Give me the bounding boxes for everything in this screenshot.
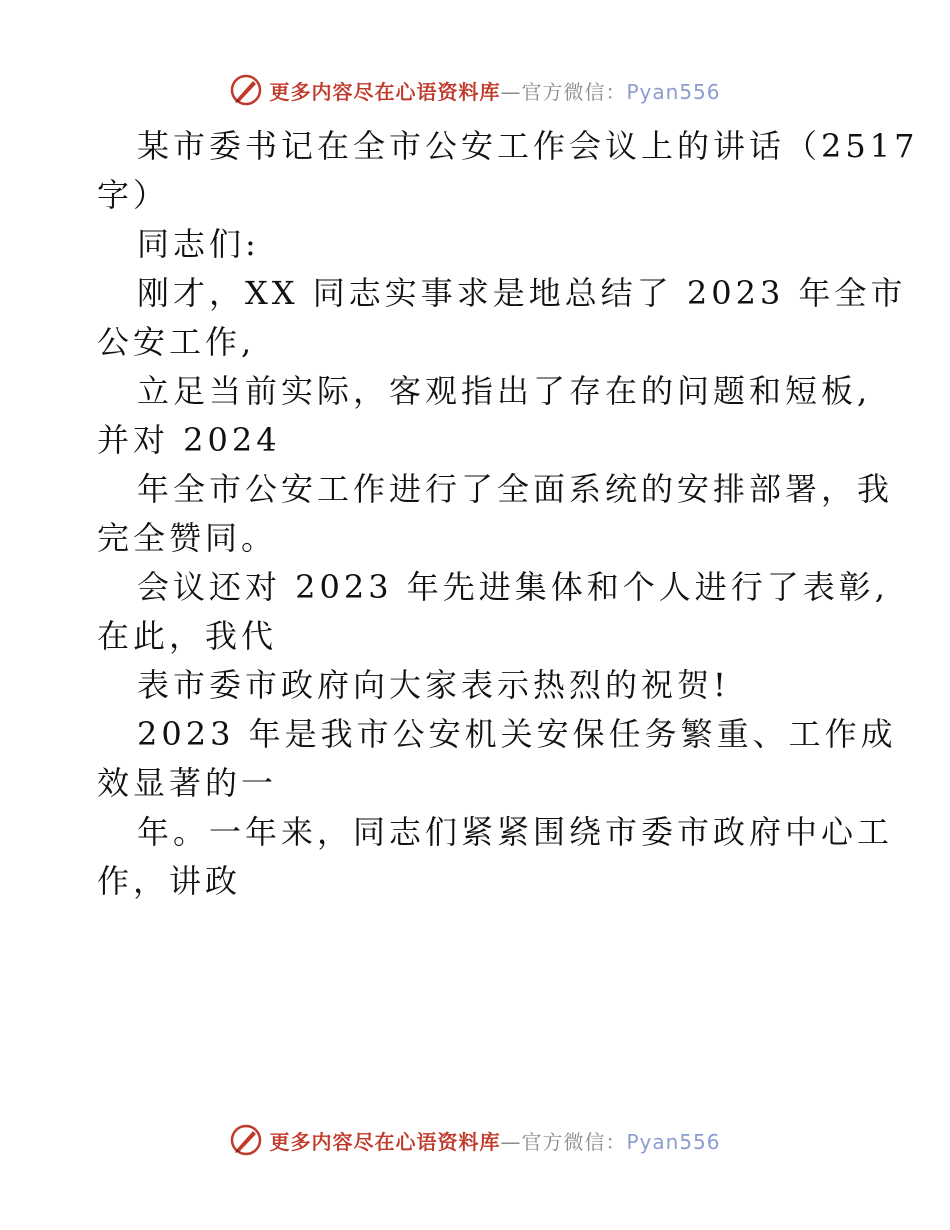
watermark-official: 官方微信： — [521, 1129, 627, 1154]
document-line: 立足当前实际，客观指出了存在的问题和短板, — [137, 372, 872, 410]
watermark-wechat-id: Pyan556 — [626, 1129, 721, 1154]
document-line: 字） — [97, 176, 170, 214]
document-line: 同志们: — [137, 225, 260, 263]
document-line: 会议还对 2023 年先进集体和个人进行了表彰, — [137, 568, 889, 606]
document-line: 年。一年来，同志们紧紧围绕市委市政府中心工 — [137, 813, 894, 851]
watermark-wechat-id: Pyan556 — [626, 79, 721, 104]
document-line: 完全赞同。 — [97, 519, 278, 557]
watermark-dash: — — [500, 79, 522, 104]
watermark-text — [269, 1126, 720, 1155]
document-line: 在此，我代 — [97, 617, 278, 655]
document-line: 表市委市政府向大家表示热烈的祝贺! — [137, 666, 730, 704]
watermark-text — [269, 76, 720, 105]
watermark-dash: — — [500, 1129, 522, 1154]
document-line: 并对 2024 — [97, 421, 281, 459]
document-line: 年全市公安工作进行了全面系统的安排部署，我 — [137, 470, 894, 508]
header-watermark — [0, 70, 950, 110]
watermark-main: 更多内容尽在心语资料库 — [269, 1129, 501, 1154]
footer-watermark — [0, 1120, 950, 1160]
quill-logo-icon — [229, 1123, 263, 1157]
watermark-official: 官方微信： — [521, 79, 627, 104]
document-line: 效显著的一 — [97, 764, 278, 802]
document-line: 某市委书记在全市公安工作会议上的讲话（2517 — [137, 127, 919, 165]
document-body — [97, 122, 919, 906]
document-line: 作，讲政 — [97, 862, 242, 900]
document-line: 2023 年是我市公安机关安保任务繁重、工作成 — [137, 715, 897, 753]
document-line: 公安工作, — [97, 323, 256, 361]
quill-logo-icon — [229, 73, 263, 107]
document-line: 刚才，XX 同志实事求是地总结了 2023 年全市 — [137, 274, 907, 312]
watermark-main: 更多内容尽在心语资料库 — [269, 79, 501, 104]
